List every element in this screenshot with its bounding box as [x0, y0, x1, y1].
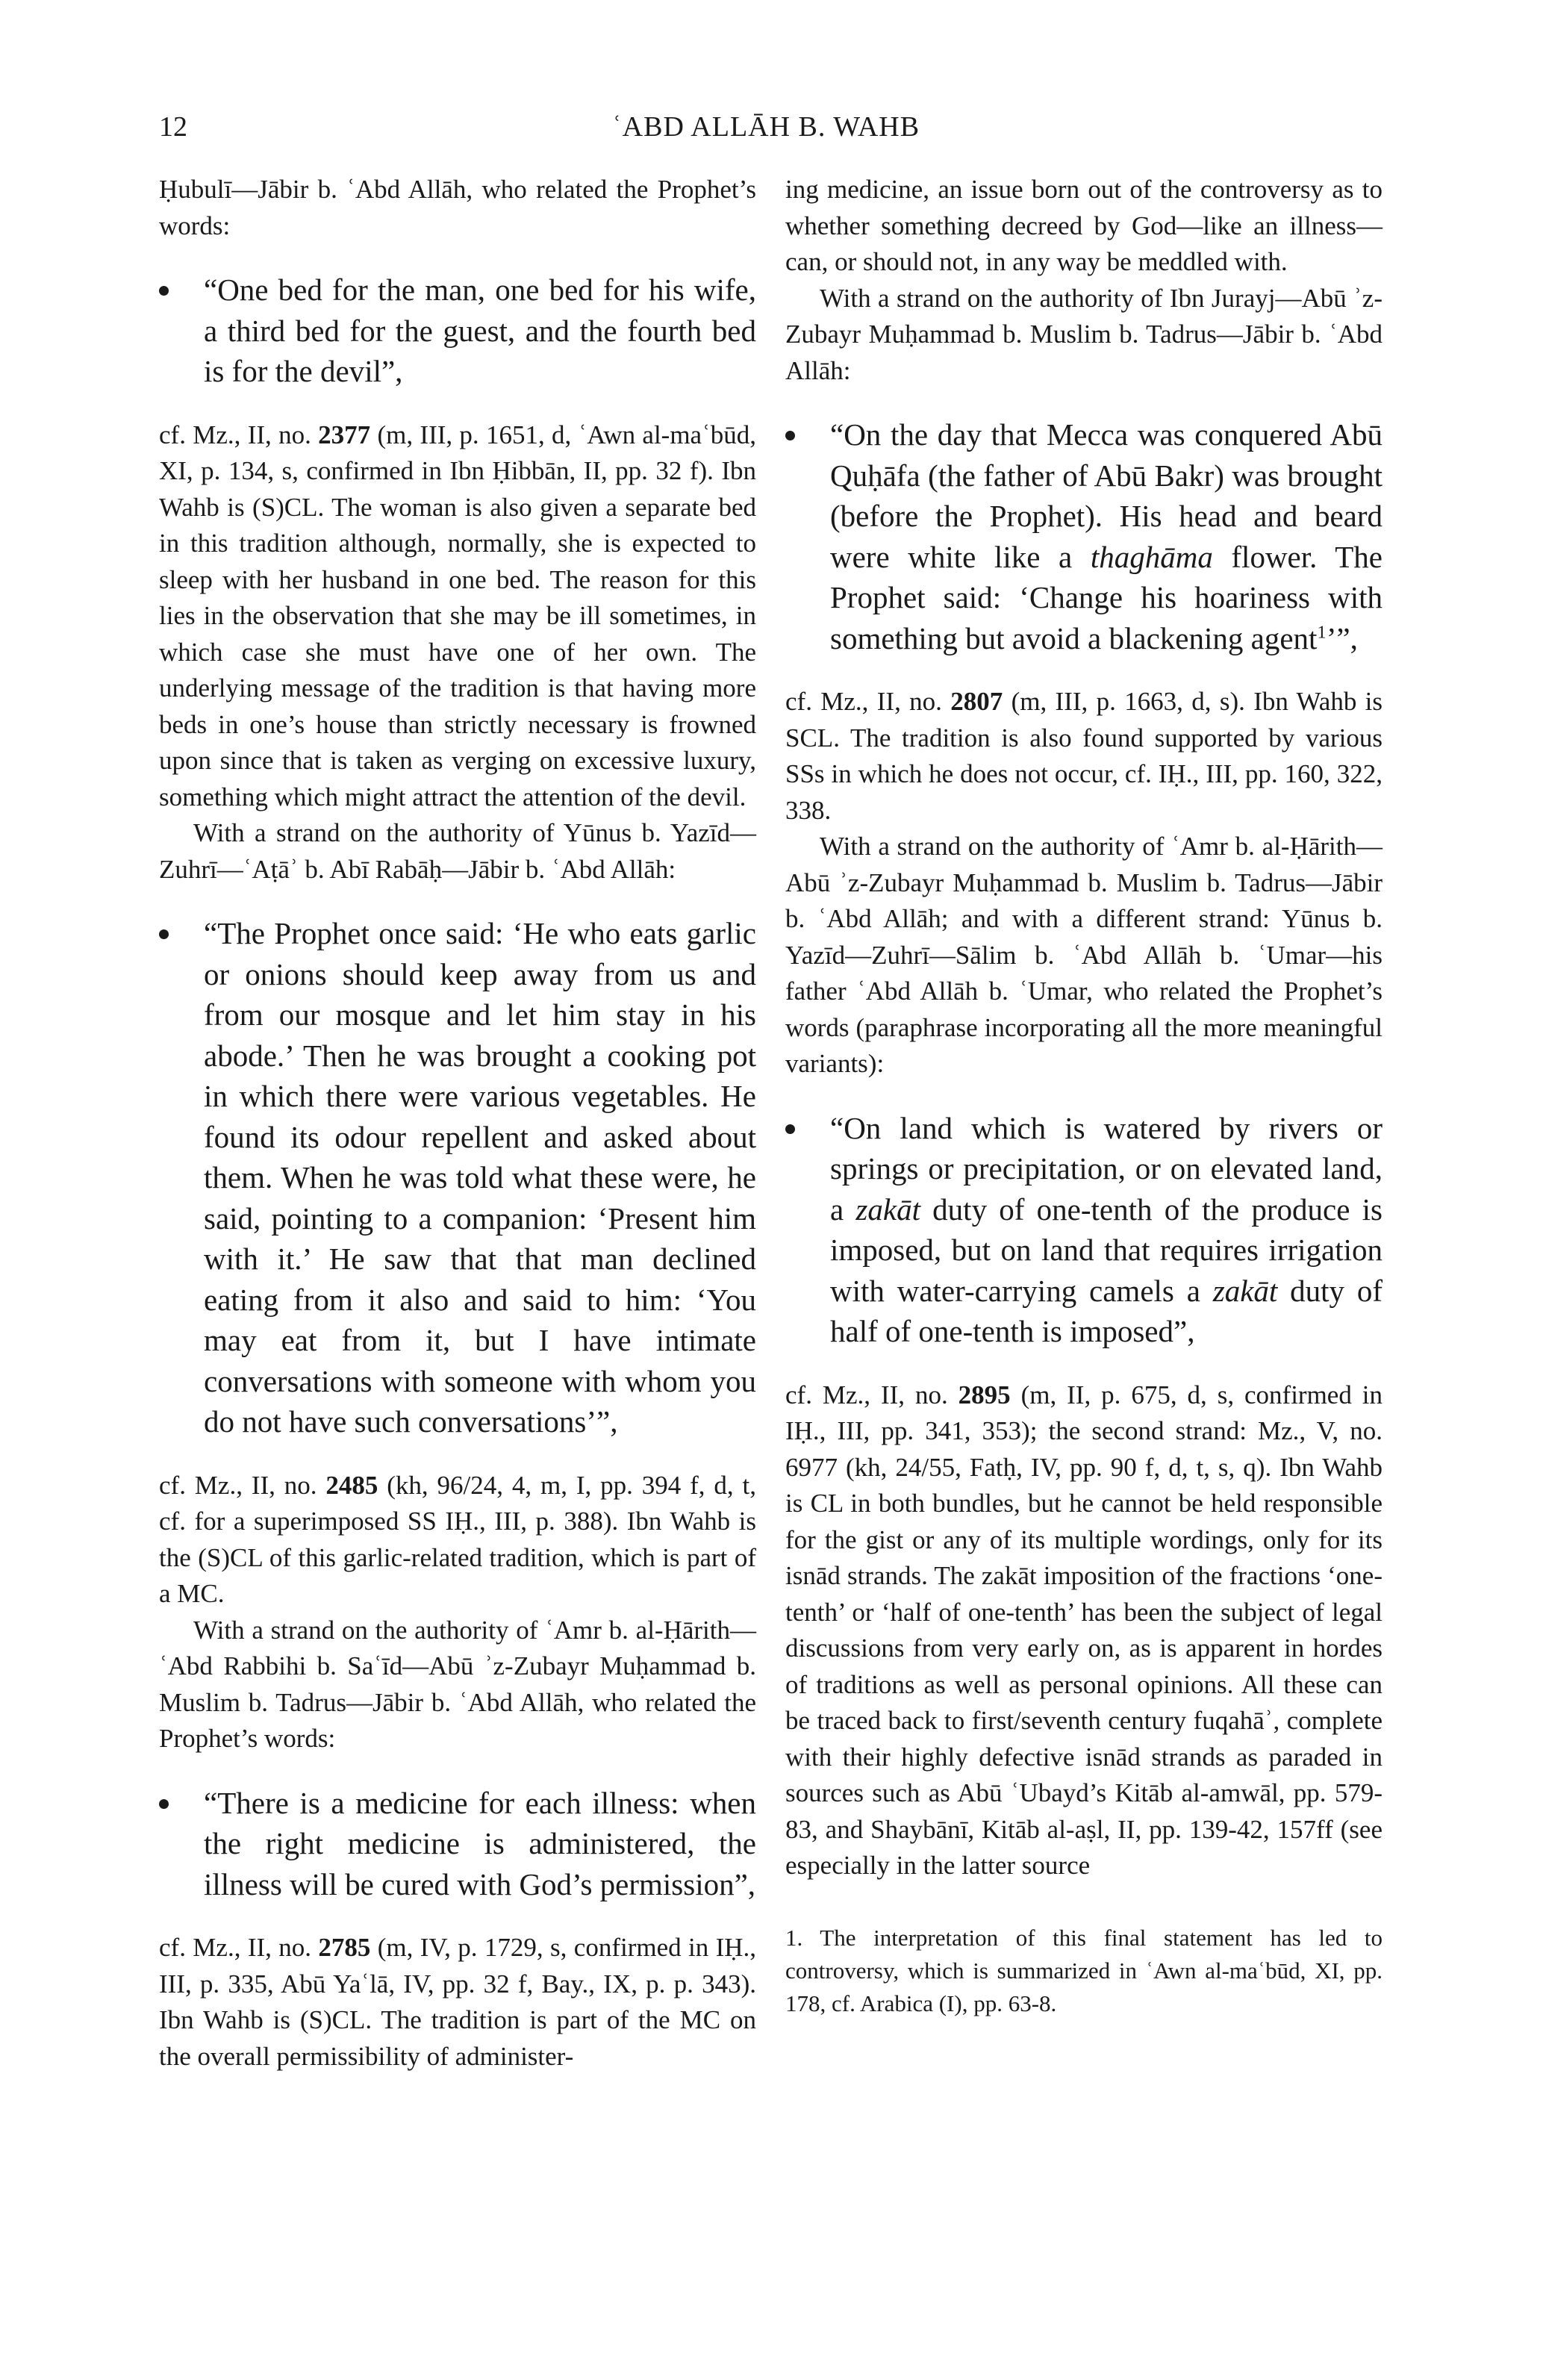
- page-number: 12: [159, 111, 187, 143]
- paragraph: With a strand on the authority of ʿAmr b. al-Ḥārith—ʿAbd Rabbihi b. Saʿīd—Abū ʾz-Zubayr Muḥammad b. Muslim b. Tadrus—Jābir b. ʿAbd Allāh, who related the Prophet’s words:: [159, 1615, 756, 1753]
- left-column: [159, 172, 756, 2075]
- tradition-number: 2377: [318, 420, 371, 449]
- paragraph: Ḥubulī—Jābir b. ʿAbd Allāh, who related the Prophet’s words:: [159, 175, 756, 240]
- bullet-icon: [159, 1799, 169, 1809]
- running-head: ʿABD ALLĀH B. WAHB: [612, 111, 920, 143]
- tradition-number: 2785: [318, 1933, 371, 1962]
- quotation-text: “On land which is watered by rivers or springs or precipitation, or on elevated land, a zakāt duty of one-tenth of the produce is imposed, but on land that requires irrigation with water-carrying camels a zakāt duty of half of one-tenth is imposed”,: [830, 1110, 1383, 1348]
- bullet-icon: [159, 929, 169, 939]
- quotation: [159, 270, 756, 392]
- bullet-icon: [785, 431, 795, 440]
- right-column: [785, 172, 1383, 2020]
- quotation-text: “There is a medicine for each illness: when the right medicine is administered, the illness will be cured with God’s permission”,: [204, 1785, 756, 1901]
- quotation-text: “On the day that Mecca was conquered Abū Quḥāfa (the father of Abū Bakr) was brought (before the Prophet). His head and beard were white like a thaghāma flower. The Prophet said: ‘Change his hoariness with something but avoid a blackening agent$^1$’”,: [830, 417, 1383, 655]
- tradition-number: 2485: [325, 1470, 378, 1500]
- quotation: [159, 1783, 756, 1905]
- paragraph: cf. Mz., II, no. 2807 (m, III, p. 1663, d, s). Ibn Wahb is SCL. The tradition is also found supported by various SSs in which he does not occur, cf. IḤ., III, pp. 160, 322, 338.: [785, 687, 1383, 825]
- paragraph: cf. Mz., II, no. 2377 (m, III, p. 1651, d, ʿAwn al-maʿbūd, XI, p. 134, s, confirmed in Ibn Ḥibbān, II, pp. 32 f). Ibn Wahb is (S)CL. The woman is also given a separate bed in this tradition although, normally, she is expected to sleep with her husband in one bed. The reason for this lies in the observation that she may be ill sometimes, in which case she must have one of her own. The underlying message of the tradition is that having more beds in one’s house than strictly necessary is frowned upon since that is taken as verging on excessive luxury, something which might attract the attention of the devil.: [159, 420, 757, 811]
- tradition-number: 2895: [958, 1380, 1011, 1409]
- quotation-text: “The Prophet once said: ‘He who eats garlic or onions should keep away from us and from our mosque and let him stay in his abode.’ Then he was brought a cooking pot in which there were various vegetables. He found its odour repellent and asked about them. When he was told what these were, he said, pointing to a companion: ‘Present him with it.’ He saw that that man declined eating from it also and said to him: ‘You may eat from it, but I have intimate conversations with someone with whom you do not have such conversations’”,: [204, 916, 756, 1439]
- paragraph: cf. Mz., II, no. 2785 (m, IV, p. 1729, s, confirmed in IḤ., III, p. 335, Abū Yaʿlā, IV, pp. 32 f, Bay., IX, p. p. 343). Ibn Wahb is (S)CL. The tradition is part of the MC on the overall permissibility of administer-: [159, 1933, 757, 2071]
- paragraph: cf. Mz., II, no. 2485 (kh, 96/24, 4, m, I, pp. 394 f, d, t, cf. for a superimposed SS IḤ., III, p. 388). Ibn Wahb is the (S)CL of this garlic-related tradition, which is part of a MC.: [159, 1470, 757, 1608]
- bullet-icon: [785, 1124, 795, 1134]
- paragraph: With a strand on the authority of ʿAmr b. al-Ḥārith—Abū ʾz-Zubayr Muḥammad b. Muslim b. Tadrus—Jābir b. ʿAbd Allāh; and with a different strand: Yūnus b. Yazīd—Zuhrī—Sālim b. ʿAbd Allāh b. ʿUmar—his father ʿAbd Allāh b. ʿUmar, who related the Prophet’s words (paraphrase incorporating all the more meaningful variants):: [785, 832, 1383, 1078]
- tradition-number: 2807: [950, 687, 1003, 716]
- bullet-icon: [159, 286, 169, 296]
- paragraph: cf. Mz., II, no. 2895 (m, II, p. 675, d, s, confirmed in IḤ., III, pp. 341, 353); the second strand: Mz., V, no. 6977 (kh, 24/55, Fatḥ, IV, pp. 90 f, d, t, s, q). Ibn Wahb is CL in both bundles, but he cannot be held responsible for the gist or any of its multiple wordings, only for its isnād strands. The zakāt imposition of the fractions ‘one-tenth’ or ‘half of one-tenth’ has been the subject of legal discussions from very early on, as is apparent in hordes of traditions as well as personal opinions. All these can be traced back to first/seventh century fuqahāʾ, complete with their highly defective isnād strands as paraded in sources such as Abū ʿUbayd’s Kitāb al-amwāl, pp. 579-83, and Shaybānī, Kitāb al-aṣl, II, pp. 139-42, 157ff (see especially in the latter source: [785, 1380, 1383, 1880]
- quotation-text: “One bed for the man, one bed for his wife, a third bed for the guest, and the fourth bed is for the devil”,: [204, 272, 756, 388]
- paragraph: ing medicine, an issue born out of the controversy as to whether something decreed by God—like an illness—can, or should not, in any way be meddled with.: [785, 175, 1383, 276]
- paragraph: With a strand on the authority of Yūnus b. Yazīd—Zuhrī—ʿAṭāʾ b. Abī Rabāḥ—Jābir b. ʿAbd Allāh:: [159, 818, 756, 884]
- quotation: [785, 414, 1383, 658]
- paragraph: With a strand on the authority of Ibn Jurayj—Abū ʾz-Zubayr Muḥammad b. Muslim b. Tadrus—Jābir b. ʿAbd Allāh:: [785, 283, 1383, 385]
- quotation: [159, 913, 756, 1442]
- quotation: [785, 1108, 1383, 1352]
- footnote-marker: 1: [1317, 621, 1327, 642]
- footnote: 1. The interpretation of this final statement has led to controversy, which is summarized in ʿAwn al-maʿbūd, XI, pp. 178, cf. Arabica (I), pp. 63-8.: [785, 1924, 1383, 2016]
